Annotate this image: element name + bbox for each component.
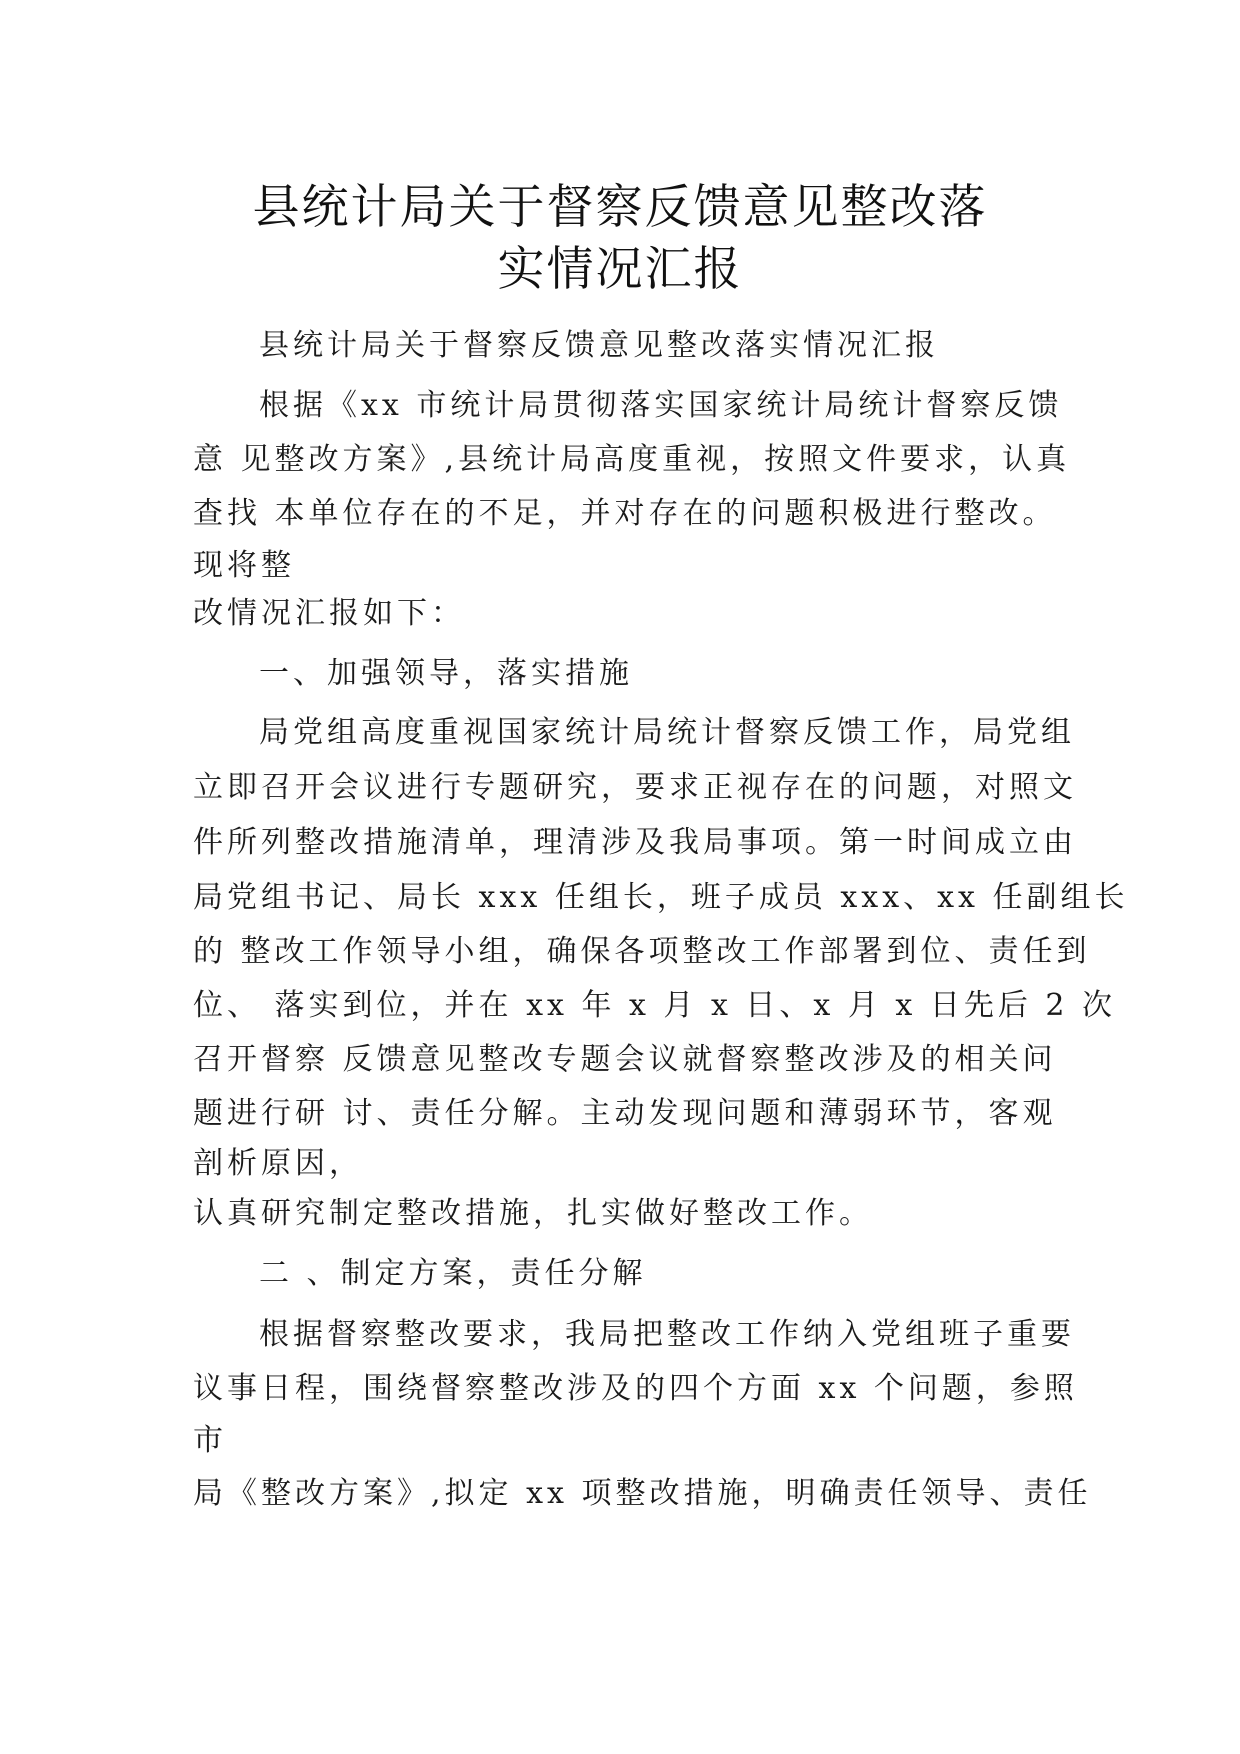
paragraph-line: 认真研究制定整改措施，扎实做好整改工作。: [193, 1196, 873, 1231]
paragraph-line: 题进行研 讨、责任分解。主动发现问题和薄弱环节，客观: [193, 1096, 1057, 1131]
paragraph-line: 根据《xx 市统计局贯彻落实国家统计局统计督察反馈: [259, 388, 1063, 423]
document-title-line-1: 县统计局关于督察反馈意见整改落: [252, 180, 988, 235]
paragraph-line: 查找 本单位存在的不足，并对存在的问题积极进行整改。: [193, 496, 1057, 531]
paragraph-line: 议事日程，围绕督察整改涉及的四个方面 xx 个问题，参照: [193, 1371, 1078, 1406]
paragraph-line: 局党组书记、局长 xxx 任组长，班子成员 xxx、xx 任副组长: [193, 880, 1129, 915]
paragraph-line: 现将整: [193, 548, 295, 583]
paragraph-line: 根据督察整改要求，我局把整改工作纳入党组班子重要: [259, 1317, 1075, 1352]
section-heading: 二 、制定方案，责任分解: [259, 1256, 647, 1291]
paragraph-line: 局《整改方案》,拟定 xx 项整改措施，明确责任领导、责任: [193, 1476, 1092, 1511]
paragraph-line: 立即召开会议进行专题研究，要求正视存在的问题，对照文: [193, 770, 1077, 805]
paragraph-line: 改情况汇报如下：: [193, 596, 465, 631]
subtitle-line: 县统计局关于督察反馈意见整改落实情况汇报: [259, 328, 939, 363]
paragraph-line: 意 见整改方案》,县统计局高度重视，按照文件要求，认真: [193, 442, 1071, 477]
section-heading: 一、加强领导，落实措施: [259, 656, 633, 691]
paragraph-line: 件所列整改措施清单，理清涉及我局事项。第一时间成立由: [193, 825, 1077, 860]
paragraph-line: 局党组高度重视国家统计局统计督察反馈工作，局党组: [259, 715, 1075, 750]
paragraph-line: 市: [193, 1423, 227, 1458]
document-title-line-2: 实情况汇报: [497, 242, 743, 297]
paragraph-line: 召开督察 反馈意见整改专题会议就督察整改涉及的相关问: [193, 1042, 1057, 1077]
paragraph-line: 位、 落实到位，并在 xx 年 x 月 x 日、x 月 x 日先后 2 次: [193, 988, 1117, 1023]
paragraph-line: 的 整改工作领导小组，确保各项整改工作部署到位、责任到: [193, 934, 1091, 969]
paragraph-line: 剖析原因，: [193, 1146, 363, 1181]
